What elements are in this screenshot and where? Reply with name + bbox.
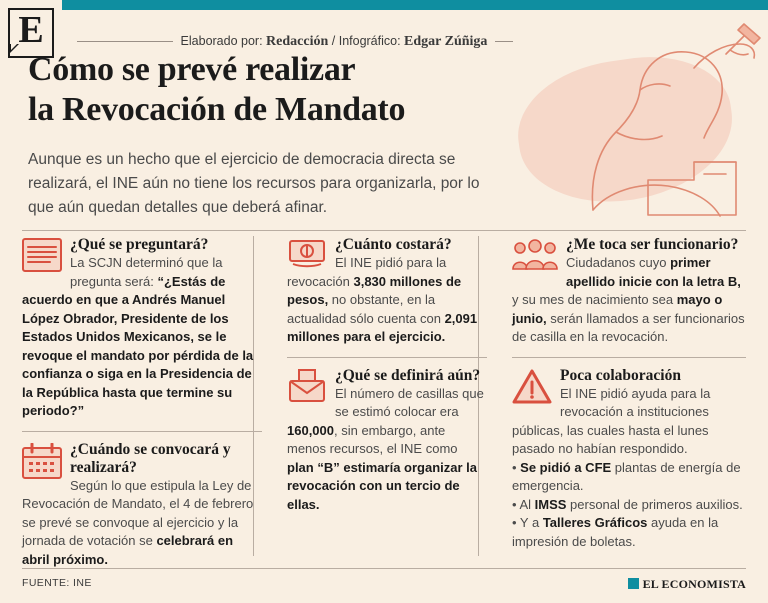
block-text: El INE pidió ayuda para la revocación a instituciones públicas, las cuales hasta el lunes pasado no habían respondido. • Se pidió a CFE plantas de energía de emergencia. • Al IMSS personal de primeros auxilios. • Y a Talleres Gráficos ayuda en la impresión de boletas. [512, 385, 743, 549]
block-me-toca-ser-funcionario [512, 236, 746, 347]
publisher-name: EL ECONOMISTA [642, 577, 746, 591]
top-accent-bar [0, 0, 768, 10]
credit-info-label: Infográfico: [338, 34, 401, 48]
credit-line [60, 34, 530, 50]
calendar-icon [22, 443, 62, 479]
credit-author: Redacción [266, 34, 329, 49]
page-title [28, 50, 528, 130]
block-title: ¿Cuánto costará? [335, 236, 452, 253]
block-divider [287, 357, 487, 358]
column-2 [287, 236, 487, 524]
publisher-square-icon [628, 578, 639, 589]
block-cuanto-costara [287, 236, 487, 347]
block-divider [512, 357, 746, 358]
people-group-icon [512, 238, 558, 272]
block-text: El número de casillas que se estimó colocar era 160,000, sin embargo, ante menos recursos, el INE como plan “B” estimaría organizar la revocación con un tercio de ellas. [287, 385, 484, 512]
block-text: El INE pidió para la revocación 3,830 millones de pesos, no obstante, en la actualidad sólo cuenta con 2,091 millones para el ejercicio. [287, 255, 478, 344]
publisher-mark [628, 577, 746, 592]
block-title: ¿Me toca ser funcionario? [566, 236, 739, 253]
block-poca-colaboracion [512, 367, 746, 552]
column-3 [512, 236, 746, 561]
money-icon [287, 238, 327, 268]
block-title: ¿Qué se preguntará? [70, 236, 209, 253]
ballot-box-icon [287, 369, 327, 403]
logo-letter: E [18, 9, 44, 51]
block-title: Poca colaboración [560, 366, 681, 384]
credit-prefix: Elaborado por: [180, 34, 263, 48]
block-title: ¿Cuándo se convocará y realizará? [70, 440, 231, 476]
document-lines-icon [22, 238, 62, 272]
headline-line-1: Cómo se prevé realizar [28, 51, 356, 88]
block-text: La SCJN determinó que la pregunta será: “¿Estás de acuerdo en que a Andrés Manuel López Obrador, Presidente de los Estados Unidos Mexicanos, se le revoque el mandato por pérdida de la confianza o siga en la Presidencia de la República hasta que termine su periodo?” [22, 255, 254, 418]
block-divider [22, 431, 262, 432]
deck-paragraph: Aunque es un hecho que el ejercicio de democracia directa se realizará, el INE aún no tiene los recursos para organizarla, por lo que aún quedan detalles que deberá afinar. [28, 151, 480, 216]
column-1 [22, 236, 262, 579]
header-illustration [498, 10, 768, 235]
footer-divider [22, 568, 746, 569]
block-que-se-preguntara [22, 236, 262, 421]
logo-tail-inner-icon [11, 44, 17, 50]
warning-triangle-icon [512, 369, 552, 405]
content-columns [22, 236, 746, 566]
block-cuando-se-convocara [22, 441, 262, 570]
source-note: FUENTE: INE [22, 577, 92, 589]
header-divider [22, 230, 746, 231]
block-text: Ciudadanos cuyo primer apellido inicie con la letra B, y su mes de nacimiento sea mayo o junio, serán llamados a ser funcionarios de casilla en la revocación. [512, 255, 745, 344]
illustration-lines [498, 10, 768, 235]
block-que-se-definira [287, 367, 487, 515]
block-text: Según lo que estipula la Ley de Revocación de Mandato, el 4 de febrero se prevé se convoque al ejercicio y la jornada de votación se celebrará en abril próximo. [22, 477, 254, 567]
credit-designer: Edgar Zúñiga [404, 34, 488, 49]
block-title: ¿Qué se definirá aún? [335, 366, 481, 384]
headline-line-2: la Revocación de Mandato [28, 91, 406, 128]
credit-separator: / [331, 34, 336, 48]
